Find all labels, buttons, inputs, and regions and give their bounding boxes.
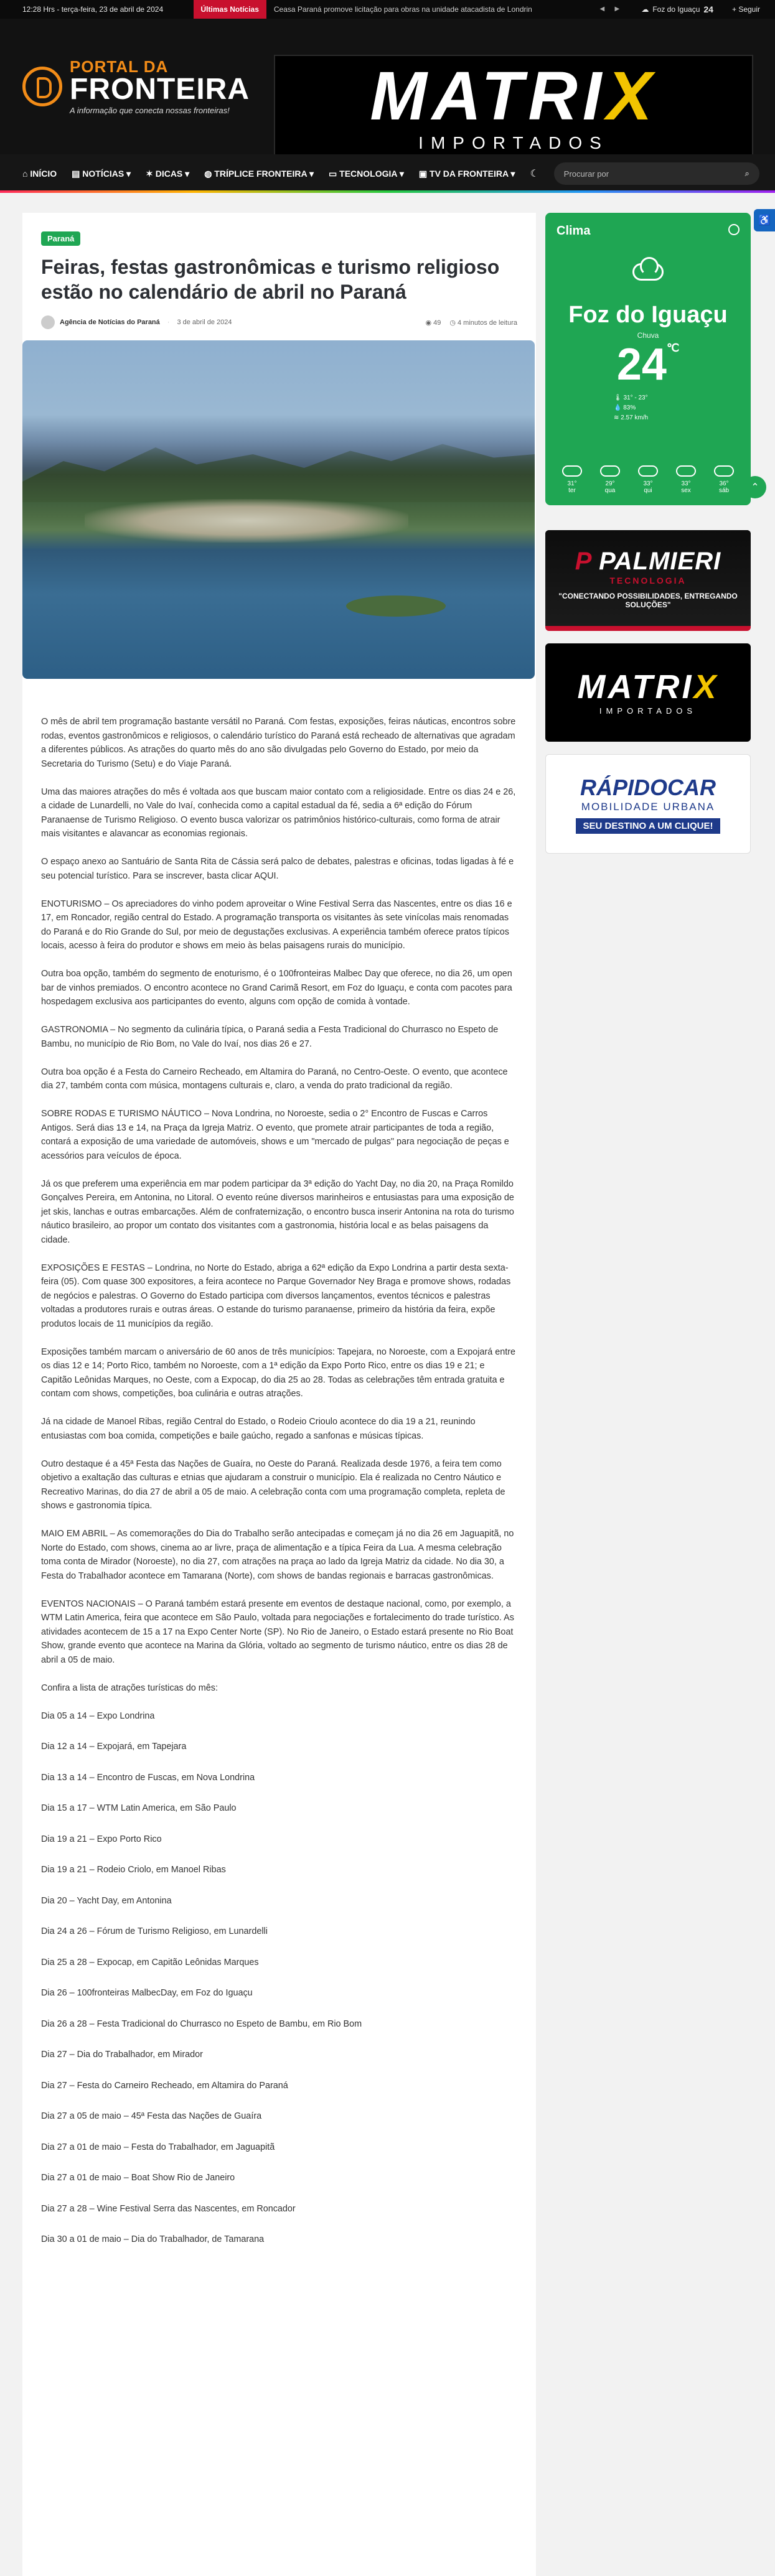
article-paragraph: Já os que preferem uma experiência em mar podem participar da 3ª edição do Yacht Day, no dia 20, na Praça Romildo Gonçalves Pereira, em Antonina, no Litoral. O evento reúne diversos marinheiros e entusiastas para uma exposição de jet skis, lanchas e outras embarcações. Além de confraternização, o encontro busca inserir Antonina na rota do turismo náutico brasileiro, ao propor um contato dos visitantes com a gastronomia, história local e as belas paisagens da cidade. <box>41 1178 514 1245</box>
site-header <box>0 19 775 154</box>
category-badge[interactable]: Paraná <box>41 231 80 246</box>
event-list-item: Dia 27 a 05 de maio – 45ª Festa das Nações de Guaíra <box>41 2111 262 2121</box>
weather-temp: 24℃ <box>616 340 680 390</box>
article-paragraph: SOBRE RODAS E TURISMO NÁUTICO – Nova Londrina, no Noroeste, sedia o 2° Encontro de Fuscas e Carros Antigos. Será dias 13 e 14, na Praça da Igreja Matriz. O evento, que promete atrair participantes de toda a região, contará a exposição de uma variedade de automóveis, shows e um "mercado de pulgas" para negociação de peças e acessórios para veículos de época. <box>41 1109 509 1161</box>
cloud-icon <box>600 465 620 477</box>
ad-palmieri[interactable] <box>545 530 751 631</box>
cloud-icon <box>638 465 658 477</box>
event-list-item: Dia 20 – Yacht Day, em Antonina <box>41 1895 172 1906</box>
article-hero-image <box>22 340 535 679</box>
article-paragraph: Outra boa opção é a Festa do Carneiro Recheado, em Altamira do Paraná, no Centro-Oeste. O evento, que acontece dia 27, também conta com música, montagens culturais e, claro, a venda do prato tradicional da região. <box>41 1066 508 1091</box>
forecast-day-label: qui <box>644 487 652 494</box>
search-input[interactable] <box>564 169 726 179</box>
matrix-brand: MATRIX <box>577 668 719 706</box>
weather-heading: Clima <box>557 224 591 238</box>
forecast-day <box>557 465 588 494</box>
dark-mode-toggle-icon[interactable]: ☾ <box>530 169 539 179</box>
cloud-icon <box>562 465 582 477</box>
logo-mark-icon <box>22 67 62 106</box>
temp-range: 🌡 31° - 23° <box>614 394 648 401</box>
breaking-news-label: Últimas Notícias <box>194 0 266 19</box>
globe-icon: ◍ <box>204 168 215 179</box>
main-nav <box>0 154 775 193</box>
cloud-icon <box>676 465 696 477</box>
article-paragraph: Outra boa opção, também do segmento de enoturismo, é o 100fronteiras Malbec Day que oferece, no dia 26, um open bar de vinhos premiados. O encontro acontece no Grand Carimã Resort, em Foz do Iguaçu, e conta com pacotes para hospedagem exclusiva aos participantes do evento, alguns com opção de comida à vontade. <box>41 969 512 1007</box>
weather-widget <box>545 213 751 505</box>
ad-matrix[interactable] <box>545 643 751 742</box>
humidity: 💧 83% <box>614 404 636 411</box>
event-list-item: Dia 13 a 14 – Encontro de Fuscas, em Nova Londrina <box>41 1772 255 1783</box>
article-paragraph: Uma das maiores atrações do mês é voltada aos que buscam maior contato com a religiosidade. Entre os dias 24 e 26, a cidade de Lunardelli, no Vale do Ivaí, conhecida como a capital estadual da fé, sedia a 6ª edição do Fórum Paranaense de Turismo Religioso. O evento busca valorizar os patrimônios histórico-culturais, como forma de atrair mais visitantes e alavancar as economias regionais. <box>41 786 516 839</box>
article <box>22 213 536 2576</box>
search-icon[interactable]: ⌕ <box>744 169 749 178</box>
weather-city: Foz do Iguaçu <box>568 302 728 328</box>
settings-icon[interactable] <box>728 224 740 235</box>
article-title: Feiras, festas gastronômicas e turismo religioso estão no calendário de abril no Paraná <box>41 256 500 303</box>
event-list-item: Dia 25 a 28 – Expocap, em Capitão Leônidas Marques <box>41 1957 259 1967</box>
tv-icon: ▣ <box>418 168 430 179</box>
forecast-day <box>594 465 626 494</box>
event-list-item: Dia 27 a 28 – Wine Festival Serra das Nascentes, em Roncador <box>41 2203 296 2214</box>
rain-cloud-icon <box>626 257 670 284</box>
forecast-temp: 33° <box>681 480 691 487</box>
event-list-item: Dia 15 a 17 – WTM Latin America, em São Paulo <box>41 1803 237 1813</box>
ad-rapidocar[interactable] <box>545 754 751 854</box>
article-meta: Agência de Notícias do Paraná · 3 de abril de 2024 ◉ 49 ◷ 4 minutos de leitura <box>41 315 517 329</box>
author-avatar <box>41 315 55 329</box>
lightbulb-icon: ✶ <box>146 168 156 179</box>
event-list-item: Dia 19 a 21 – Expo Porto Rico <box>41 1834 162 1844</box>
site-logo[interactable] <box>22 58 271 115</box>
plus-icon: + <box>731 5 736 14</box>
forecast-temp: 33° <box>643 480 653 487</box>
views-count: ◉ 49 <box>425 319 441 327</box>
forecast-day-label: ter <box>568 487 576 494</box>
header-weather-temp: 24 <box>703 4 713 14</box>
article-paragraph: EVENTOS NACIONAIS – O Paraná também estará presente em eventos de destaque nacional, como, por exemplo, a WTM Latin America, feira que acontece em São Paulo, voltada para negociações e fortalecimento do trade turístico. As atividades acontecem de 15 a 17 na Expo Center Norte (SP). No Rio de Janeiro, o Estado estará presente no Rio Boat Show, grande evento que acontece na Marina da Glória, voltado ao segmento de turismo náutico, entre os dias 28 de abril a 05 de maio. <box>41 1598 514 1665</box>
ticker-next-icon[interactable]: ▶ <box>614 6 620 12</box>
clock-icon: ◷ <box>449 319 458 327</box>
sidebar <box>545 213 751 854</box>
event-list-item: Dia 27 a 01 de maio – Festa do Trabalhador, em Jaguapitã <box>41 2142 275 2152</box>
search-box <box>554 162 759 185</box>
nav-item-tv-da-fronteira[interactable]: ▣ TV DA FRONTEIRA ▾ <box>418 168 515 179</box>
matrix-sub: IMPORTADOS <box>599 706 697 716</box>
event-list-item: Dia 19 a 21 – Rodeio Criolo, em Manoel Ribas <box>41 1865 226 1875</box>
follow-label: Seguir <box>738 5 760 14</box>
article-body <box>41 715 517 2247</box>
header-weather <box>641 4 713 14</box>
logo-line2: FRONTEIRA <box>70 72 250 106</box>
forecast-temp: 36° <box>719 480 729 487</box>
palmieri-sub: TECNOLOGIA <box>609 575 687 586</box>
cloud-icon <box>714 465 734 477</box>
read-time: ◷ 4 minutos de leitura <box>449 319 517 327</box>
accessibility-icon[interactable]: ♿ <box>754 209 775 231</box>
chevron-down-icon: ▾ <box>508 168 515 179</box>
event-list-item: Dia 27 – Festa do Carneiro Recheado, em Altamira do Paraná <box>41 2080 288 2091</box>
event-list-item: Dia 26 a 28 – Festa Tradicional do Churrasco no Espeto de Bambu, em Rio Bom <box>41 2018 362 2029</box>
article-paragraph: Outro destaque é a 45ª Festa das Nações de Guaíra, no Oeste do Paraná. Realizada desde 1976, a feira tem como objetivo a exaltação das culturas e etnias que ajudaram a construir o município. Ela é realizada no Centro Náutico e Recreativo Marinas, do dia 27 de abril a 05 de maio. A celebração conta com uma programação completa, repleta de shows e gastronomia típica. <box>41 1458 505 1511</box>
event-list-item: Dia 30 a 01 de maio – Dia do Trabalhador, de Tamarana <box>41 2234 265 2244</box>
cloud-icon: ☁ <box>641 5 649 14</box>
chevron-down-icon: ▾ <box>397 168 404 179</box>
chevron-down-icon: ▾ <box>182 168 190 179</box>
news-icon: ▤ <box>72 168 83 179</box>
rapidocar-tagline: MOBILIDADE URBANA <box>581 800 715 813</box>
ticker-controls <box>596 4 622 15</box>
chevron-down-icon: ▾ <box>124 168 131 179</box>
logo-tagline: A informação que conecta nossas fronteiras! <box>70 105 230 115</box>
event-list-item: Dia 24 a 26 – Fórum de Turismo Religioso, em Lunardelli <box>41 1926 268 1936</box>
article-paragraph: EXPOSIÇÕES E FESTAS – Londrina, no Norte do Estado, abriga a 62ª edição da Expo Londrina a partir desta sexta-feira (05). Com quase 300 expositores, a feira acontece no Parque Governador Ney Braga e promove shows, rodadas de negócios e palestras. O Governo do Estado participa com diversos lançamentos, eventos técnicos e palestras voltadas a produtores rurais e outras áreas. O estande do turismo paranaense, primeiro da história da feira, expõe produtos locais de 11 municípios da região. <box>41 1262 511 1329</box>
palmieri-tagline: "CONECTANDO POSSIBILIDADES, ENTREGANDO SOLUÇÕES" <box>558 591 738 609</box>
event-list-item: Dia 27 – Dia do Trabalhador, em Mirador <box>41 2050 203 2060</box>
publish-date: 3 de abril de 2024 <box>177 319 232 326</box>
laptop-icon: ▭ <box>329 168 340 179</box>
header-weather-city: Foz do Iguaçu <box>652 5 700 14</box>
event-list-item: Dia 05 a 14 – Expo Londrina <box>41 1710 155 1721</box>
article-paragraph: Exposições também marcam o aniversário de 60 anos de três municípios: Tapejara, no Noroeste, com a Expojará entre os dias 12 e 14; Porto Rico, também no Noroeste, com a 1ª edição da Expo Porto Rico, entre os dias 19 e 21; e Capitão Leônidas Marques, no Oeste, com a Expocap, do dia 25 ao 28. Todas as celebrações têm entrada gratuita e contam com shows, competições, boa culinária e outras atrações. <box>41 1346 516 1399</box>
forecast-day <box>670 465 702 494</box>
author-name[interactable]: Agência de Notícias do Paraná <box>60 319 160 326</box>
forecast-temp: 29° <box>605 480 615 487</box>
follow-button[interactable] <box>732 5 760 14</box>
forecast-day <box>708 465 740 494</box>
forecast-day-label: sáb <box>718 487 730 494</box>
nav-item-triplice-fronteira[interactable]: ◍ TRÍPLICE FRONTEIRA ▾ <box>204 168 314 179</box>
event-list-item: Dia 12 a 14 – Expojará, em Tapejara <box>41 1742 187 1752</box>
forecast-day <box>632 465 664 494</box>
logo-line1: PORTAL DA <box>70 57 169 76</box>
article-paragraph: Já na cidade de Manoel Ribas, região Central do Estado, o Rodeio Crioulo acontece do dia 19 a 21, reunindo entusiastas com boa comida, competições e baile gaúcho, regado a sanfonas e músicas típicas. <box>41 1417 476 1441</box>
weather-condition: Chuva <box>637 331 659 340</box>
wind-speed: ≋ 2.57 km/h <box>614 414 649 421</box>
rapidocar-slogan: SEU DESTINO A UM CLIQUE! <box>576 818 721 834</box>
nav-item-noticias[interactable]: ▤ NOTÍCIAS ▾ <box>72 168 131 179</box>
article-paragraph: ENOTURISMO – Os apreciadores do vinho podem aproveitar o Wine Festival Serra das Nascentes, entre os dias 16 e 17, em Roncador, região central do Estado. A programação transporta os visitantes às sete vinícolas mais renomadas do Paraná e do Rio Grande do Sul, por meio de degustações exclusivas. A experiência também oferece pratos típicos locais, acesso à feira do produtor e shows em meio às belas paisagens rurais do município. <box>41 898 512 951</box>
article-paragraph: GASTRONOMIA – No segmento da culinária típica, o Paraná sedia a Festa Tradicional do Churrasco no Espeto de Bambu, no município de Rio Bom, no Vale do Ivaí, nos dias 26 e 27. <box>41 1025 499 1049</box>
article-paragraph: O mês de abril tem programação bastante versátil no Paraná. Com festas, exposições, feiras náuticas, encontros sobre rodas, eventos gastronômicos e religiosos, o calendário turístico do Paraná está recheado de alternativas que agradam a diferentes públicos. As atrações do quarto mês do ano são divulgadas pelo Governo do Estado, por meio da Secretaria do Turismo (Setu) e do Viaje Paraná. <box>41 717 516 769</box>
forecast-temp: 31° <box>567 480 577 487</box>
rapidocar-brand: RÁPIDOCAR <box>580 774 716 800</box>
chevron-down-icon: ▾ <box>307 168 314 179</box>
weather-details <box>614 393 682 423</box>
event-list-item: Dia 26 – 100fronteiras MalbecDay, em Foz do Iguaçu <box>41 1988 253 1998</box>
nav-item-dicas[interactable]: ✶ DICAS ▾ <box>146 168 190 179</box>
event-list-item: Dia 27 a 01 de maio – Boat Show Rio de Janeiro <box>41 2173 235 2183</box>
eye-icon: ◉ <box>425 319 434 327</box>
article-paragraph: O espaço anexo ao Santuário de Santa Rita de Cássia será palco de debates, palestras e oficinas, todas ligadas à fé e seu potencial turístico. Para se inscrever, basta clicar AQUI. <box>41 857 514 881</box>
weather-forecast <box>557 465 740 494</box>
top-bar <box>0 0 775 19</box>
palmieri-brand: P PALMIERI <box>575 547 721 575</box>
nav-item-tecnologia[interactable]: ▭ TECNOLOGIA ▾ <box>329 168 404 179</box>
header-ad-brand: MATRIX <box>370 58 657 134</box>
nav-item-inicio[interactable]: ⌂ INÍCIO <box>22 169 57 179</box>
article-paragraph: MAIO EM ABRIL – As comemorações do Dia do Trabalho serão antecipadas e começam já no dia 26 em Jaguapitã, no Norte do Estado, com shows, cinema ao ar livre, praça de alimentação e a típica Feira da Lua. A mesma celebração toma conta de Mirador (Noroeste), no dia 27, com atrações na praça ao lado da Igreja Matriz da cidade. No dia 30, a Festa do Trabalhador acontece em Tamarana (Norte), com shows de bandas regionais e barracas gastronômicas. <box>41 1529 514 1581</box>
forecast-day-label: sex <box>681 487 691 494</box>
scroll-top-button[interactable]: ⌃ <box>744 476 766 498</box>
home-icon: ⌂ <box>22 169 31 179</box>
forecast-day-label: qua <box>604 487 616 494</box>
header-ad-sub: IMPORTADOS <box>418 133 609 152</box>
ticker-prev-icon[interactable]: ◀ <box>599 6 605 12</box>
current-date: 12:28 Hrs - terça-feira, 23 de abril de 2024 <box>22 5 164 14</box>
article-paragraph: Confira a lista de atrações turísticas do mês: <box>41 1682 218 1693</box>
breaking-news-ticker[interactable]: Ceasa Paraná promove licitação para obras na unidade atacadista de Londrin <box>273 5 532 14</box>
header-ad-banner[interactable] <box>274 55 753 161</box>
